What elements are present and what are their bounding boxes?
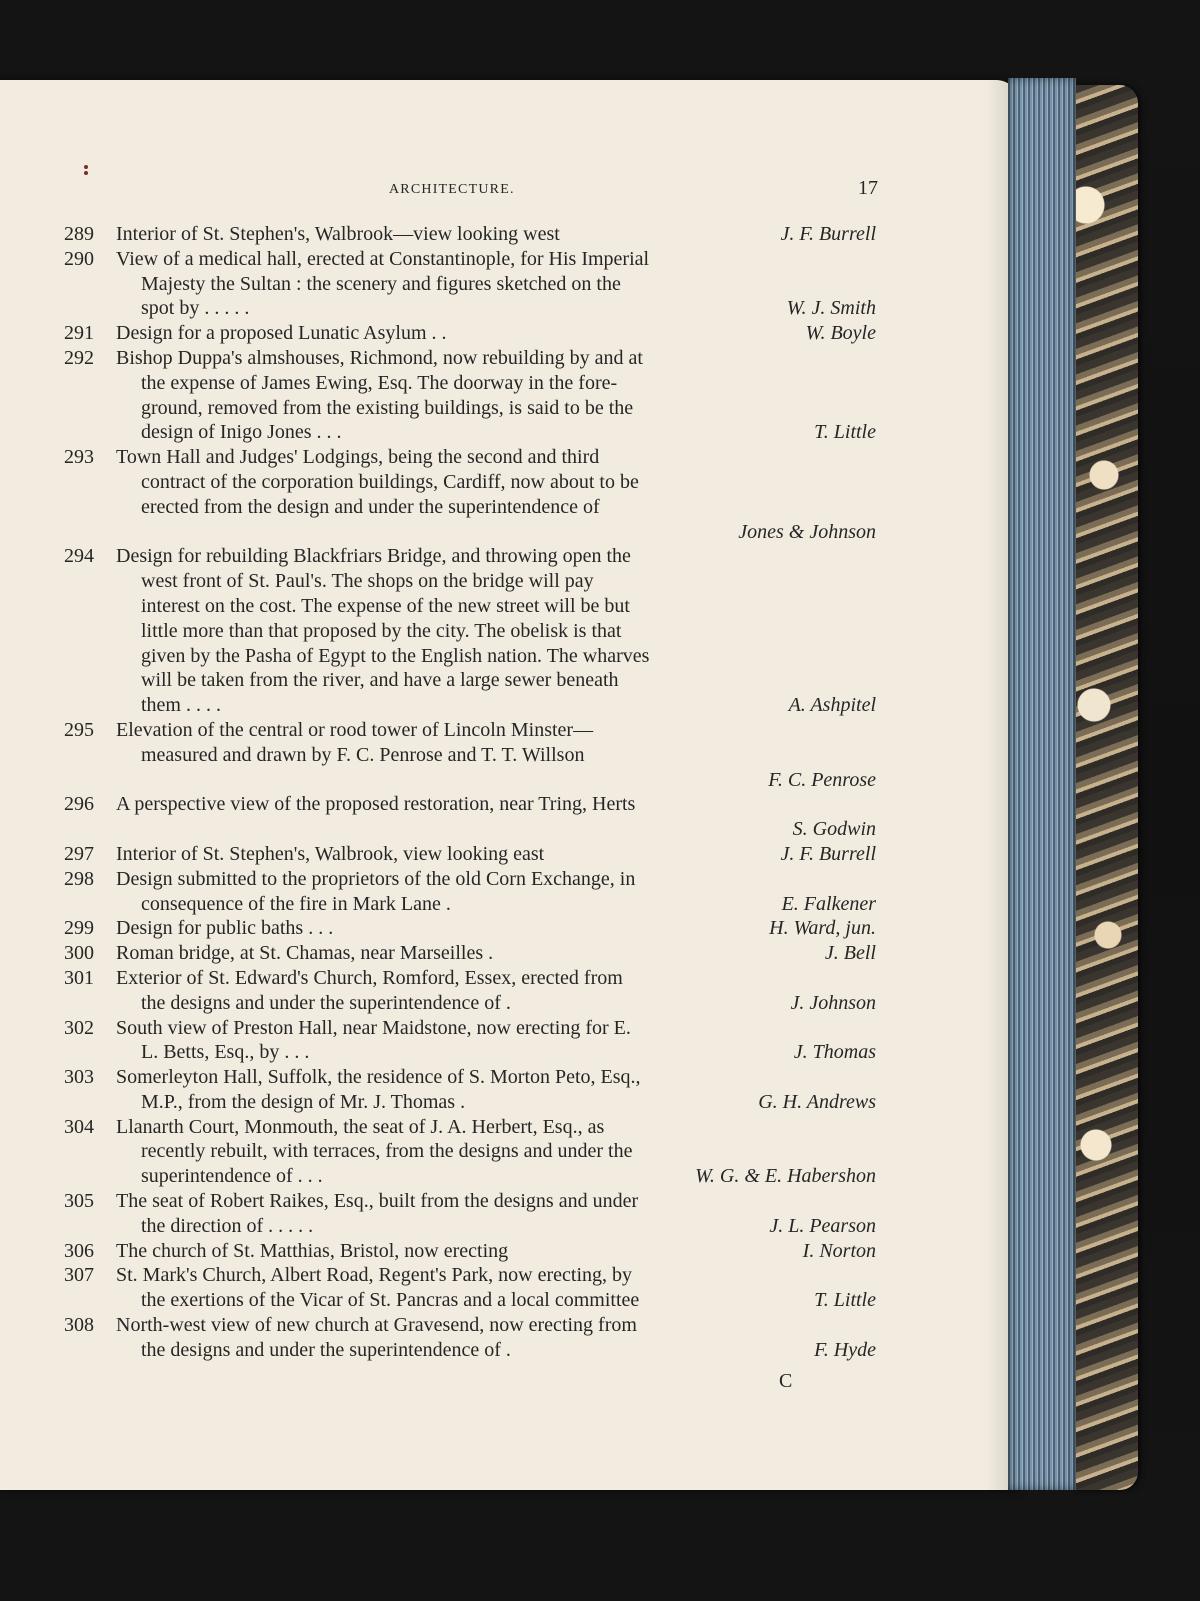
catalogue-entry-296 bbox=[64, 792, 876, 842]
artist-name: J. F. Burrell bbox=[780, 223, 876, 245]
artist-name: T. Little bbox=[814, 421, 876, 444]
entry-number: 302 bbox=[64, 1016, 94, 1039]
catalogue-entry-300 bbox=[64, 941, 876, 966]
entry-text: St. Mark's Church, Albert Road, Regent's Park, now erecting, by bbox=[116, 1264, 633, 1287]
artist-name: H. Ward, jun. bbox=[769, 917, 876, 940]
entry-continuation bbox=[64, 594, 876, 619]
artist-name-line: F. C. Penrose bbox=[768, 768, 876, 791]
entry-text: the designs and under the superintendence of . bbox=[141, 1338, 511, 1361]
entry-text: the designs and under the superintendence of . bbox=[141, 991, 511, 1014]
page-number: 17 bbox=[858, 177, 878, 199]
entry-text: the direction of . . . . . bbox=[141, 1214, 314, 1237]
entry-continuation bbox=[64, 1164, 876, 1189]
entry-text: them . . . . bbox=[141, 694, 221, 717]
entry-number: 294 bbox=[64, 545, 94, 568]
entry-text: Elevation of the central or rood tower of Lincoln Minster— bbox=[116, 718, 594, 741]
artist-name: G. H. Andrews bbox=[758, 1090, 876, 1113]
entry-row bbox=[64, 1115, 876, 1140]
entry-row bbox=[64, 1313, 876, 1338]
entry-number: 299 bbox=[64, 917, 94, 940]
catalogue-entry-298 bbox=[64, 867, 876, 917]
artist-name: J. L. Pearson bbox=[769, 1214, 876, 1237]
entry-row bbox=[64, 792, 876, 817]
entry-continuation bbox=[64, 470, 876, 495]
entry-continuation bbox=[64, 371, 876, 396]
entry-number: 307 bbox=[64, 1264, 94, 1287]
artist-name: J. Bell bbox=[824, 942, 876, 965]
catalogue-entry-301 bbox=[64, 966, 876, 1016]
entry-text: superintendence of . . . bbox=[141, 1165, 323, 1188]
catalogue-entry-307 bbox=[64, 1263, 876, 1313]
artist-name: J. F. Burrell bbox=[780, 842, 876, 865]
artist-name: A. Ashpitel bbox=[788, 694, 876, 717]
entry-text: consequence of the fire in Mark Lane . bbox=[141, 892, 451, 915]
entry-continuation bbox=[64, 644, 876, 669]
entry-text: Majesty the Sultan : the scenery and figures sketched on the bbox=[141, 272, 621, 295]
catalogue-entry-305 bbox=[64, 1189, 876, 1239]
entry-number: 306 bbox=[64, 1239, 94, 1262]
entry-number: 289 bbox=[64, 223, 94, 245]
entry-text: Design for public baths . . . bbox=[116, 917, 334, 940]
entry-number: 296 bbox=[64, 793, 94, 816]
entry-text: Design for a proposed Lunatic Asylum . . bbox=[116, 322, 447, 345]
entry-continuation bbox=[64, 420, 876, 445]
catalogue-entry-297 bbox=[64, 842, 876, 867]
entry-number: 301 bbox=[64, 966, 94, 989]
entry-continuation bbox=[64, 1338, 876, 1363]
entry-number: 293 bbox=[64, 446, 94, 469]
entry-row bbox=[64, 916, 876, 941]
section-title: ARCHITECTURE. bbox=[389, 182, 515, 197]
entry-row bbox=[64, 247, 876, 272]
entry-continuation bbox=[64, 991, 876, 1016]
entry-row bbox=[64, 718, 876, 743]
entry-number: 303 bbox=[64, 1066, 94, 1089]
catalogue-entry-299 bbox=[64, 916, 876, 941]
entry-continuation bbox=[64, 296, 876, 321]
entry-continuation bbox=[64, 619, 876, 644]
entry-continuation bbox=[64, 743, 876, 768]
entry-text: measured and drawn by F. C. Penrose and T. T. Willson bbox=[141, 743, 585, 766]
entry-row bbox=[64, 445, 876, 470]
entry-row bbox=[64, 544, 876, 569]
entry-text: Somerleyton Hall, Suffolk, the residence of S. Morton Peto, Esq., bbox=[116, 1066, 641, 1089]
entry-text: North-west view of new church at Gravesend, now erecting from bbox=[116, 1314, 637, 1337]
entry-text: west front of St. Paul's. The shops on the bridge will pay bbox=[141, 570, 594, 593]
entry-text: ground, removed from the existing buildings, is said to be the bbox=[141, 396, 634, 419]
entry-number: 305 bbox=[64, 1190, 94, 1213]
entry-text: Roman bridge, at St. Chamas, near Marseilles . bbox=[116, 942, 494, 965]
entry-number: 292 bbox=[64, 346, 94, 369]
catalogue-entry-295 bbox=[64, 718, 876, 792]
artist-name: F. Hyde bbox=[814, 1338, 876, 1361]
entry-row bbox=[64, 1189, 876, 1214]
entry-text: design of Inigo Jones . . . bbox=[141, 421, 342, 444]
catalogue-entry-308 bbox=[64, 1313, 876, 1363]
entry-continuation bbox=[64, 1139, 876, 1164]
entry-row bbox=[64, 842, 876, 867]
entry-text: Exterior of St. Edward's Church, Romford, Essex, erected from bbox=[116, 966, 623, 989]
entry-text: Design for rebuilding Blackfriars Bridge, and throwing open the bbox=[116, 545, 631, 568]
entry-row bbox=[64, 1239, 876, 1264]
entry-text: M.P., from the design of Mr. J. Thomas . bbox=[141, 1090, 466, 1113]
signature-mark: C bbox=[779, 1370, 793, 1392]
entry-text: View of a medical hall, erected at Constantinople, for His Imperial bbox=[116, 247, 650, 270]
entry-text: A perspective view of the proposed restoration, near Tring, Herts bbox=[116, 793, 636, 816]
entry-text: Llanarth Court, Monmouth, the seat of J. A. Herbert, Esq., as bbox=[116, 1115, 605, 1138]
entry-row bbox=[64, 1016, 876, 1041]
artist-name: W. G. & E. Habershon bbox=[695, 1165, 876, 1188]
entry-text: the expense of James Ewing, Esq. The doorway in the fore- bbox=[141, 371, 618, 394]
entry-text: contract of the corporation buildings, Cardiff, now about to be bbox=[141, 470, 639, 493]
page-content bbox=[64, 178, 876, 1398]
entry-text: recently rebuilt, with terraces, from the designs and under the bbox=[141, 1140, 633, 1163]
entry-text: South view of Preston Hall, near Maidstone, now erecting for E. bbox=[116, 1016, 631, 1039]
entry-text: will be taken from the river, and have a large sewer beneath bbox=[141, 669, 619, 692]
entry-row bbox=[64, 346, 876, 371]
catalogue-entry-304 bbox=[64, 1115, 876, 1189]
entry-row bbox=[64, 941, 876, 966]
entry-text: interest on the cost. The expense of the new street will be but bbox=[141, 594, 630, 617]
catalogue-entry-292 bbox=[64, 346, 876, 445]
entry-text: Design submitted to the proprietors of the old Corn Exchange, in bbox=[116, 867, 636, 890]
catalogue-entry-306 bbox=[64, 1239, 876, 1264]
entry-number: 298 bbox=[64, 867, 94, 890]
entry-continuation bbox=[64, 1288, 876, 1313]
catalogue-entry-289 bbox=[64, 222, 876, 247]
red-mark bbox=[84, 165, 88, 169]
entry-text: Town Hall and Judges' Lodgings, being the second and third bbox=[116, 446, 600, 469]
entry-text: given by the Pasha of Egypt to the English nation. The wharves bbox=[141, 644, 650, 667]
entry-continuation bbox=[64, 495, 876, 520]
artist-name: E. Falkener bbox=[781, 892, 876, 915]
catalogue-entry-290 bbox=[64, 247, 876, 321]
catalogue-entry-302 bbox=[64, 1016, 876, 1066]
entry-text: little more than that proposed by the city. The obelisk is that bbox=[141, 619, 622, 642]
artist-name-line: Jones & Johnson bbox=[738, 520, 876, 543]
entry-number: 290 bbox=[64, 247, 94, 270]
entry-number: 297 bbox=[64, 842, 94, 865]
entry-text: spot by . . . . . bbox=[141, 297, 250, 320]
entry-text: the exertions of the Vicar of St. Pancras and a local committee bbox=[141, 1289, 640, 1312]
entry-text: The church of St. Matthias, Bristol, now erecting bbox=[116, 1239, 509, 1262]
entry-text: Interior of St. Stephen's, Walbrook, view looking east bbox=[116, 842, 545, 865]
entry-number: 308 bbox=[64, 1314, 94, 1337]
artist-name: W. J. Smith bbox=[786, 297, 876, 320]
entry-continuation bbox=[64, 668, 876, 693]
entry-row bbox=[64, 1263, 876, 1288]
entry-text: L. Betts, Esq., by . . . bbox=[141, 1041, 310, 1064]
entry-continuation bbox=[64, 1090, 876, 1115]
entry-row bbox=[64, 1065, 876, 1090]
artist-name: J. Thomas bbox=[793, 1041, 876, 1064]
entry-row bbox=[64, 867, 876, 892]
entry-text: Interior of St. Stephen's, Walbrook—view looking west bbox=[116, 223, 560, 245]
artist-name: T. Little bbox=[814, 1289, 876, 1312]
artist-name-line: S. Godwin bbox=[792, 818, 876, 841]
entry-number: 304 bbox=[64, 1115, 94, 1138]
entry-number: 295 bbox=[64, 718, 94, 741]
entry-continuation bbox=[64, 1214, 876, 1239]
artist-name: W. Boyle bbox=[805, 322, 876, 345]
artist-name: I. Norton bbox=[802, 1239, 876, 1262]
entry-text: Bishop Duppa's almshouses, Richmond, now rebuilding by and at bbox=[116, 346, 643, 369]
marbled-cover bbox=[1076, 85, 1138, 1490]
entry-row bbox=[64, 321, 876, 346]
catalogue-entry-303 bbox=[64, 1065, 876, 1115]
entry-continuation bbox=[64, 272, 876, 297]
page-header bbox=[64, 178, 876, 222]
entry-continuation bbox=[64, 569, 876, 594]
artist-name: J. Johnson bbox=[790, 991, 876, 1014]
entry-row bbox=[64, 222, 876, 247]
entry-text: The seat of Robert Raikes, Esq., built from the designs and under bbox=[116, 1190, 639, 1213]
entry-continuation bbox=[64, 396, 876, 421]
entry-continuation bbox=[64, 1040, 876, 1065]
catalogue-entry-291 bbox=[64, 321, 876, 346]
entry-number: 300 bbox=[64, 942, 94, 965]
catalogue-entry-294 bbox=[64, 544, 876, 718]
page-edge bbox=[1008, 78, 1076, 1490]
entry-text: erected from the design and under the superintendence of bbox=[141, 495, 600, 518]
entry-row bbox=[64, 966, 876, 991]
catalogue-entry-293 bbox=[64, 445, 876, 544]
entry-continuation bbox=[64, 693, 876, 718]
entry-continuation bbox=[64, 892, 876, 917]
entry-number: 291 bbox=[64, 322, 94, 345]
